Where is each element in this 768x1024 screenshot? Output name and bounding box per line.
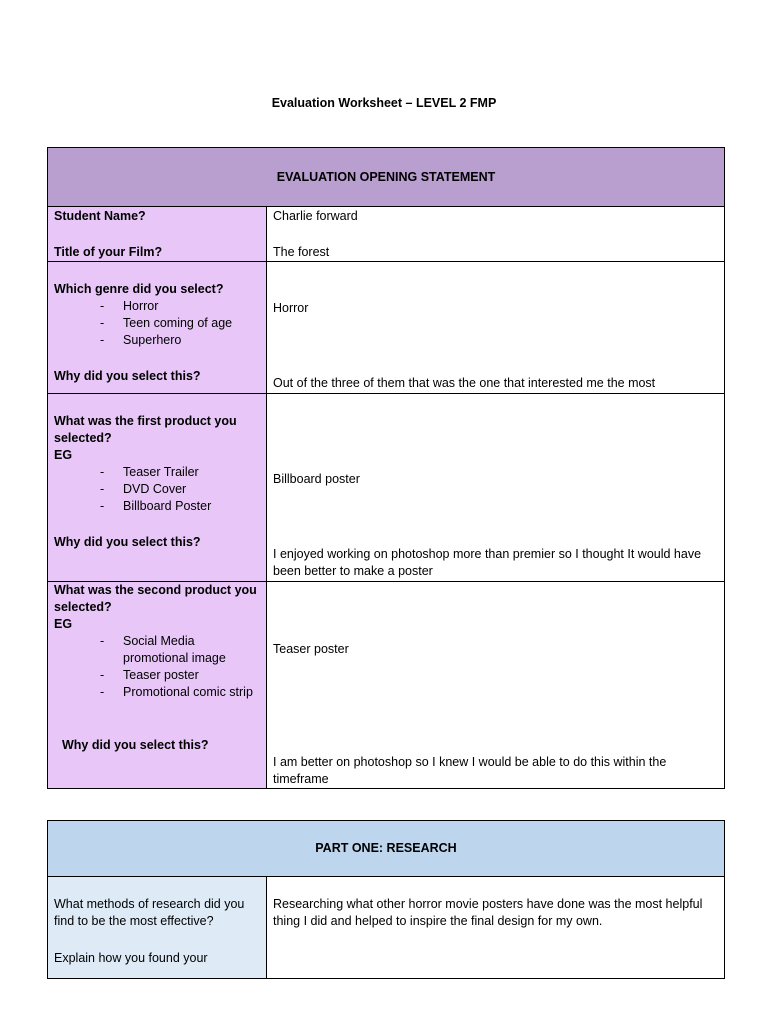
list-item: - Superhero — [100, 333, 182, 347]
product2-why-answer: I am better on photoshop so I knew I would be able to do this within the timeframe — [273, 755, 667, 786]
list-item: - DVD Cover — [100, 482, 187, 496]
document-title: Evaluation Worksheet – LEVEL 2 FMP — [271, 96, 497, 110]
product1-answer-cell — [267, 394, 725, 582]
research-explain-question: Explain how you found your — [54, 951, 208, 965]
table-row — [48, 582, 725, 789]
research-methods-question: What methods of research did you find to be the most effective? — [54, 897, 245, 928]
research-methods-answer: Researching what other horror movie posters have done was the most helpful thing I did and helped to inspire the final design for my own. — [273, 897, 703, 928]
genre-options-list — [54, 298, 260, 349]
list-item: - Social Media promotional image — [100, 634, 226, 665]
list-item: - Teaser poster — [100, 668, 199, 682]
genre-question: Which genre did you select? — [54, 282, 224, 296]
genre-answer: Horror — [273, 301, 309, 315]
product1-why-answer: I enjoyed working on photoshop more than premier so I thought It would have been better to make a poster — [273, 547, 702, 578]
table-row — [48, 394, 725, 582]
student-name-answer: Charlie forward — [273, 209, 358, 223]
product2-eg-label: EG — [54, 617, 73, 631]
genre-why-question: Why did you select this? — [54, 369, 201, 383]
product2-options-list — [54, 633, 260, 701]
research-question-cell — [48, 877, 267, 979]
genre-question-cell — [48, 262, 267, 394]
product1-question-cell — [48, 394, 267, 582]
film-title-answer: The forest — [273, 245, 330, 259]
product1-question: What was the first product you selected? — [54, 414, 237, 445]
research-answer-cell — [267, 877, 725, 979]
opening-statement-table — [47, 147, 725, 789]
table-row — [48, 207, 725, 262]
product1-eg-label: EG — [54, 448, 73, 462]
product1-why-question: Why did you select this? — [54, 535, 201, 549]
research-header: PART ONE: RESEARCH — [48, 821, 725, 877]
product2-question-cell — [48, 582, 267, 789]
product1-options-list — [54, 464, 260, 515]
student-info-question-cell — [48, 207, 267, 262]
student-name-question: Student Name? — [54, 209, 146, 223]
product2-answer-cell — [267, 582, 725, 789]
table-row — [48, 877, 725, 979]
list-item: - Horror — [100, 299, 159, 313]
product2-why-question: Why did you select this? — [62, 738, 209, 752]
student-info-answer-cell — [267, 207, 725, 262]
list-item: - Promotional comic strip — [100, 685, 253, 699]
product2-answer: Teaser poster — [273, 642, 349, 656]
list-item: - Teen coming of age — [100, 316, 233, 330]
list-item: - Teaser Trailer — [100, 465, 199, 479]
film-title-question: Title of your Film? — [54, 245, 163, 259]
genre-answer-cell — [267, 262, 725, 394]
opening-statement-header: EVALUATION OPENING STATEMENT — [48, 148, 725, 207]
product2-question: What was the second product you selected? — [54, 583, 257, 614]
product1-answer: Billboard poster — [273, 472, 360, 486]
genre-why-answer: Out of the three of them that was the one that interested me the most — [273, 376, 656, 390]
table-row — [48, 262, 725, 394]
research-table — [47, 820, 725, 979]
list-item: - Billboard Poster — [100, 499, 212, 513]
